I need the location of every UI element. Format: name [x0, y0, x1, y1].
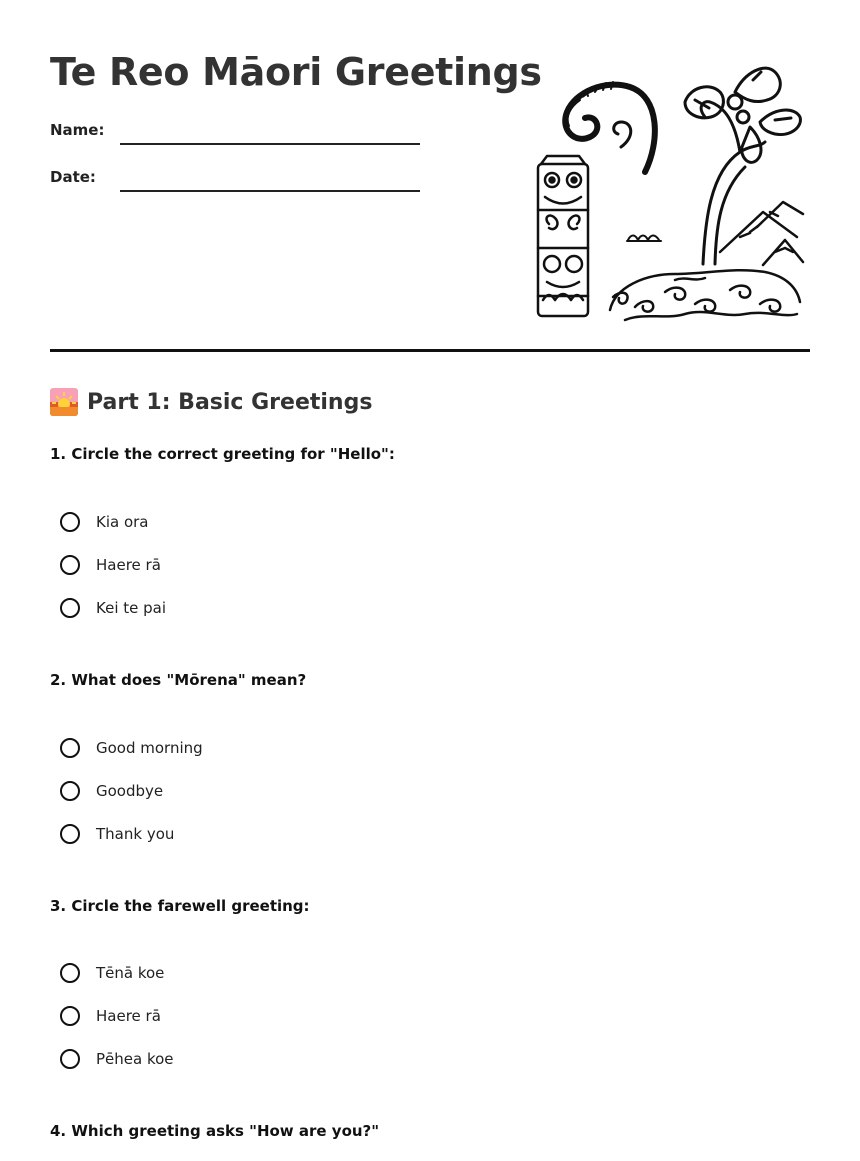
radio-circle[interactable]: [60, 824, 80, 844]
date-field: [50, 168, 96, 186]
option-q3-a[interactable]: [60, 960, 164, 986]
option-q2-b[interactable]: [60, 778, 163, 804]
date-label: Date:: [50, 168, 96, 186]
question-4: 4. Which greeting asks "How are you?": [50, 1122, 380, 1140]
option-label: Goodbye: [96, 782, 164, 800]
option-q3-c[interactable]: [60, 1046, 174, 1072]
name-field: [50, 121, 104, 139]
option-label: Kei te pai: [96, 599, 167, 617]
option-q1-c[interactable]: [60, 595, 166, 621]
option-q2-a[interactable]: [60, 735, 203, 761]
name-label: Name:: [50, 121, 105, 139]
option-label: Haere rā: [96, 556, 161, 574]
option-label: Pēhea koe: [96, 1050, 174, 1068]
radio-circle[interactable]: [60, 512, 80, 532]
question-1: 1. Circle the correct greeting for "Hello":: [50, 445, 395, 463]
section-title: Part 1: Basic Greetings: [87, 389, 373, 415]
sunrise-icon: [50, 388, 78, 416]
option-label: Kia ora: [96, 513, 149, 531]
option-q2-c[interactable]: [60, 821, 174, 847]
option-q1-a[interactable]: [60, 509, 149, 535]
option-label: Tēnā koe: [96, 964, 165, 982]
radio-circle[interactable]: [60, 1049, 80, 1069]
waves-icon: [610, 270, 800, 320]
mountain-icon: [720, 202, 803, 265]
option-label: Thank you: [96, 825, 175, 843]
radio-circle[interactable]: [60, 781, 80, 801]
radio-circle[interactable]: [60, 598, 80, 618]
page-title: Te Reo Māori Greetings: [50, 50, 542, 94]
header-divider: [50, 349, 810, 352]
section-heading: [50, 388, 372, 416]
question-2: 2. What does "Mōrena" mean?: [50, 671, 307, 689]
option-label: Good morning: [96, 739, 203, 757]
koru-icon: [565, 82, 655, 172]
option-q1-b[interactable]: [60, 552, 161, 578]
radio-circle[interactable]: [60, 963, 80, 983]
option-q3-b[interactable]: [60, 1003, 161, 1029]
option-label: Haere rā: [96, 1007, 161, 1025]
radio-circle[interactable]: [60, 1006, 80, 1026]
question-3: 3. Circle the farewell greeting:: [50, 897, 310, 915]
radio-circle[interactable]: [60, 738, 80, 758]
date-write-line[interactable]: [120, 190, 420, 192]
name-write-line[interactable]: [120, 143, 420, 145]
radio-circle[interactable]: [60, 555, 80, 575]
tiki-carving-icon: [538, 156, 588, 316]
maori-illustration: [535, 52, 805, 324]
canoe-icon: [627, 236, 661, 242]
